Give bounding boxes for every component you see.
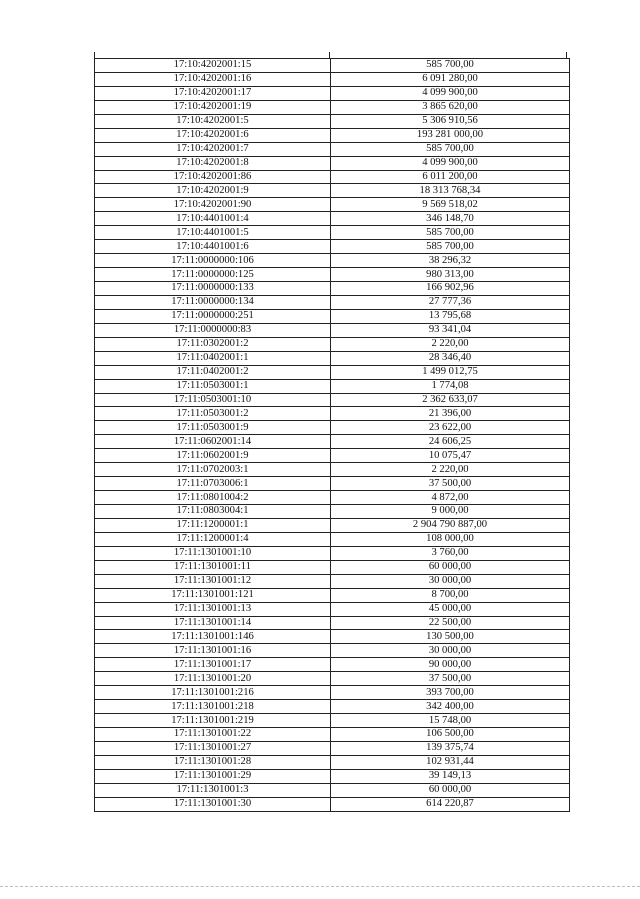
cadastral-value-cell: 342 400,00 [331,700,570,714]
cadastral-number-cell: 17:11:0402001:2 [95,365,331,379]
cadastral-value-cell: 22 500,00 [331,616,570,630]
table-row [95,226,570,240]
table-body [95,59,570,812]
cadastral-value-cell: 30 000,00 [331,574,570,588]
cadastral-value-cell: 13 795,68 [331,309,570,323]
cadastral-value-cell: 38 296,32 [331,254,570,268]
cadastral-number-cell: 17:11:1301001:14 [95,616,331,630]
table-row [95,602,570,616]
cadastral-value-cell: 4 872,00 [331,491,570,505]
cadastral-number-cell: 17:11:1301001:219 [95,714,331,728]
cadastral-number-cell: 17:11:1301001:28 [95,755,331,769]
table-row [95,282,570,296]
table-row [95,532,570,546]
cadastral-value-cell: 4 099 900,00 [331,156,570,170]
cadastral-value-cell: 102 931,44 [331,755,570,769]
table-row [95,240,570,254]
cadastral-value-cell: 93 341,04 [331,323,570,337]
cadastral-number-cell: 17:11:0503001:9 [95,421,331,435]
cadastral-number-cell: 17:10:4202001:86 [95,170,331,184]
table-row [95,379,570,393]
table-row [95,505,570,519]
table-row [95,156,570,170]
cadastral-number-cell: 17:10:4202001:90 [95,198,331,212]
cadastral-number-cell: 17:11:0000000:125 [95,268,331,282]
cadastral-number-cell: 17:11:0801004:2 [95,491,331,505]
table-row [95,212,570,226]
cadastral-value-cell: 30 000,00 [331,644,570,658]
cadastral-number-cell: 17:10:4401001:6 [95,240,331,254]
cadastral-value-cell: 2 362 633,07 [331,393,570,407]
table-row [95,254,570,268]
cadastral-value-cell: 90 000,00 [331,658,570,672]
cadastral-number-cell: 17:11:0402001:1 [95,351,331,365]
cadastral-value-cell: 585 700,00 [331,226,570,240]
cadastral-number-cell: 17:11:1301001:11 [95,560,331,574]
table-row [95,728,570,742]
cadastral-value-cell: 24 606,25 [331,435,570,449]
cadastral-value-cell: 28 346,40 [331,351,570,365]
cadastral-value-cell: 60 000,00 [331,560,570,574]
table-row [95,59,570,73]
cadastral-number-cell: 17:11:1301001:20 [95,672,331,686]
cadastral-number-cell: 17:11:1301001:121 [95,588,331,602]
cadastral-value-cell: 614 220,87 [331,797,570,811]
table-row [95,170,570,184]
table-row [95,309,570,323]
cadastral-value-table-container [94,58,567,812]
cadastral-value-cell: 193 281 000,00 [331,128,570,142]
table-row [95,560,570,574]
table-row [95,546,570,560]
cadastral-number-cell: 17:11:0000000:106 [95,254,331,268]
cadastral-number-cell: 17:11:0503001:2 [95,407,331,421]
cadastral-number-cell: 17:11:1200001:4 [95,532,331,546]
table-row [95,644,570,658]
table-row [95,114,570,128]
cadastral-number-cell: 17:11:0602001:14 [95,435,331,449]
cadastral-number-cell: 17:11:0803004:1 [95,505,331,519]
cadastral-value-cell: 4 099 900,00 [331,86,570,100]
table-row [95,477,570,491]
cadastral-value-cell: 980 313,00 [331,268,570,282]
table-row [95,100,570,114]
table-row [95,714,570,728]
cadastral-value-cell: 23 622,00 [331,421,570,435]
cadastral-value-cell: 5 306 910,56 [331,114,570,128]
table-row [95,421,570,435]
cadastral-value-cell: 9 000,00 [331,505,570,519]
cadastral-number-cell: 17:11:1301001:22 [95,728,331,742]
cadastral-number-cell: 17:11:0000000:251 [95,309,331,323]
table-row [95,142,570,156]
cadastral-number-cell: 17:10:4202001:5 [95,114,331,128]
cadastral-number-cell: 17:10:4202001:16 [95,72,331,86]
table-row [95,128,570,142]
table-row [95,323,570,337]
cadastral-number-cell: 17:11:1301001:13 [95,602,331,616]
table-row [95,574,570,588]
cadastral-value-cell: 45 000,00 [331,602,570,616]
cadastral-value-cell: 3 865 620,00 [331,100,570,114]
table-row [95,463,570,477]
cadastral-number-cell: 17:10:4202001:7 [95,142,331,156]
cadastral-value-cell: 3 760,00 [331,546,570,560]
table-row [95,198,570,212]
cadastral-value-cell: 106 500,00 [331,728,570,742]
cadastral-number-cell: 17:11:1301001:10 [95,546,331,560]
cadastral-number-cell: 17:10:4401001:4 [95,212,331,226]
cadastral-value-cell: 2 220,00 [331,463,570,477]
table-row [95,518,570,532]
cadastral-value-cell: 6 011 200,00 [331,170,570,184]
cadastral-number-cell: 17:10:4202001:8 [95,156,331,170]
cadastral-value-cell: 2 904 790 887,00 [331,518,570,532]
table-row [95,268,570,282]
cadastral-value-cell: 1 774,08 [331,379,570,393]
cadastral-number-cell: 17:10:4202001:17 [95,86,331,100]
cadastral-number-cell: 17:11:0000000:134 [95,295,331,309]
table-row [95,769,570,783]
table-top-continuation [94,52,567,58]
cadastral-value-cell: 60 000,00 [331,783,570,797]
table-row [95,393,570,407]
cadastral-value-cell: 1 499 012,75 [331,365,570,379]
cadastral-number-cell: 17:10:4202001:19 [95,100,331,114]
cadastral-number-cell: 17:11:0503001:1 [95,379,331,393]
table-row [95,588,570,602]
table-row [95,658,570,672]
cadastral-number-cell: 17:11:0000000:83 [95,323,331,337]
cadastral-value-cell: 585 700,00 [331,59,570,73]
cadastral-number-cell: 17:11:0702003:1 [95,463,331,477]
table-row [95,337,570,351]
cadastral-value-cell: 139 375,74 [331,741,570,755]
cadastral-number-cell: 17:10:4202001:15 [95,59,331,73]
cadastral-value-cell: 37 500,00 [331,672,570,686]
cadastral-number-cell: 17:11:1301001:216 [95,686,331,700]
cadastral-value-cell: 37 500,00 [331,477,570,491]
cadastral-number-cell: 17:11:1301001:29 [95,769,331,783]
cadastral-value-cell: 9 569 518,02 [331,198,570,212]
cadastral-value-cell: 21 396,00 [331,407,570,421]
cadastral-number-cell: 17:11:0302001:2 [95,337,331,351]
table-row [95,491,570,505]
table-row [95,783,570,797]
page-bottom-dashed-line [0,886,640,887]
cadastral-number-cell: 17:11:0602001:9 [95,449,331,463]
table-row [95,407,570,421]
cadastral-number-cell: 17:11:1301001:146 [95,630,331,644]
cadastral-number-cell: 17:11:1301001:218 [95,700,331,714]
cadastral-number-cell: 17:10:4202001:6 [95,128,331,142]
table-row [95,686,570,700]
table-row [95,700,570,714]
table-row [95,365,570,379]
cadastral-value-cell: 2 220,00 [331,337,570,351]
table-row [95,797,570,811]
table-row [95,630,570,644]
table-row [95,351,570,365]
table-row [95,755,570,769]
cadastral-value-cell: 166 902,96 [331,282,570,296]
cadastral-value-cell: 6 091 280,00 [331,72,570,86]
cadastral-number-cell: 17:11:1301001:16 [95,644,331,658]
cadastral-value-cell: 39 149,13 [331,769,570,783]
cadastral-number-cell: 17:11:0703006:1 [95,477,331,491]
cadastral-value-cell: 346 148,70 [331,212,570,226]
cadastral-value-cell: 15 748,00 [331,714,570,728]
cadastral-number-cell: 17:11:0503001:10 [95,393,331,407]
cadastral-number-cell: 17:11:1301001:27 [95,741,331,755]
cadastral-number-cell: 17:11:1301001:3 [95,783,331,797]
table-row [95,741,570,755]
table-row [95,86,570,100]
cadastral-value-cell: 585 700,00 [331,240,570,254]
cadastral-number-cell: 17:10:4202001:9 [95,184,331,198]
cadastral-value-cell: 108 000,00 [331,532,570,546]
table-row [95,449,570,463]
cadastral-value-cell: 8 700,00 [331,588,570,602]
table-row [95,295,570,309]
cadastral-number-cell: 17:10:4401001:5 [95,226,331,240]
cadastral-number-cell: 17:11:0000000:133 [95,282,331,296]
cadastral-number-cell: 17:11:1301001:30 [95,797,331,811]
table-row [95,616,570,630]
cadastral-value-cell: 27 777,36 [331,295,570,309]
cadastral-value-cell: 10 075,47 [331,449,570,463]
cadastral-number-cell: 17:11:1301001:17 [95,658,331,672]
cadastral-value-cell: 585 700,00 [331,142,570,156]
table-row [95,184,570,198]
table-row [95,435,570,449]
cadastral-number-cell: 17:11:1301001:12 [95,574,331,588]
cadastral-value-cell: 18 313 768,34 [331,184,570,198]
cadastral-value-table [94,58,570,812]
table-row [95,72,570,86]
cadastral-number-cell: 17:11:1200001:1 [95,518,331,532]
cadastral-value-cell: 130 500,00 [331,630,570,644]
cadastral-value-cell: 393 700,00 [331,686,570,700]
table-row [95,672,570,686]
